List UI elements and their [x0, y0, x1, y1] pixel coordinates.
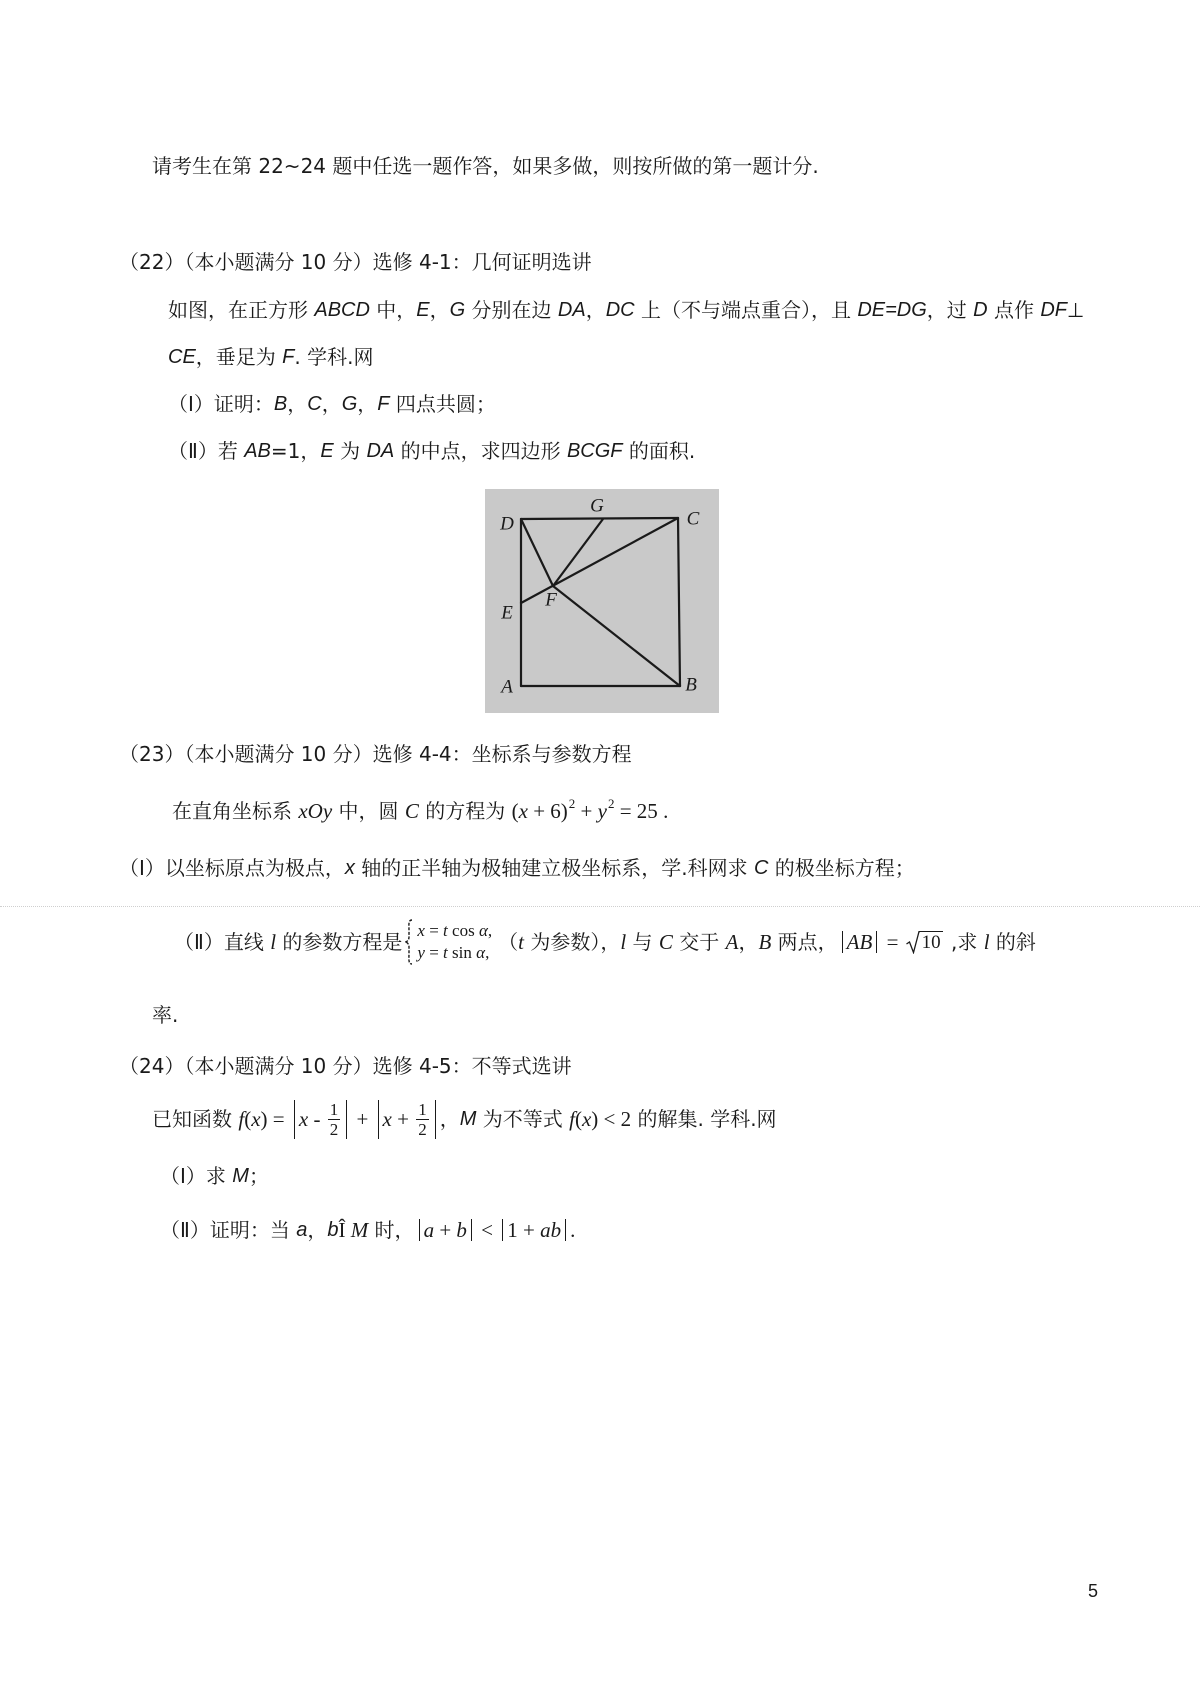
q22-stem-text: ⊥ [1067, 298, 1085, 322]
side-cb [678, 518, 680, 686]
fraction-denominator: 2 [329, 1119, 339, 1139]
q24-title-line [119, 1053, 572, 1079]
abs-operator: + [434, 1218, 457, 1242]
q22-part1-text: （Ⅰ）证明： [168, 392, 274, 416]
system-variable: y [417, 943, 425, 962]
q23-stem-line [172, 795, 669, 824]
q22-stem-text: ， [429, 298, 450, 322]
square-abcd-figure [485, 489, 719, 713]
q22-stem-variable: DA [557, 299, 586, 321]
q22-part1-text: ， [357, 392, 378, 416]
q24-stem-text: 为不等式 [476, 1107, 570, 1131]
q22-stem-text: ，过 [926, 298, 974, 322]
q23-part2-text: 与 [626, 930, 659, 954]
segment-fb [553, 586, 680, 686]
instructions-line [152, 153, 819, 179]
q23-stem-text: 在直角坐标系 [172, 799, 299, 823]
q24-part2-text: （Ⅱ）证明：当 [160, 1218, 297, 1242]
q22-part2-text: 为 [333, 439, 367, 463]
label-e: E [501, 602, 513, 624]
radical-sign [906, 930, 920, 954]
q22-stem-line-2 [168, 344, 373, 370]
label-a: A [501, 676, 513, 698]
system-text: cos [447, 921, 479, 940]
geometry-diagram [485, 489, 719, 713]
abs-variable: ab [540, 1218, 562, 1242]
label-g: G [590, 495, 604, 517]
q23-part2-wrap-text: 率. [152, 1003, 179, 1027]
q23-part2-text: ,求 [944, 930, 984, 954]
page-break-dotted-line [0, 906, 1200, 907]
q22-stem-variable: DF [1040, 299, 1067, 321]
q24-part2-text: 时， [368, 1218, 415, 1242]
q22-part2-text: （Ⅱ）若 [168, 439, 245, 463]
equals-sign: = [881, 930, 904, 954]
parametric-system [404, 919, 492, 965]
abs-variable: x [382, 1107, 392, 1131]
circle-equation-variable: x [518, 799, 528, 823]
circle-equation-part: ( [511, 799, 519, 823]
function-name: f [238, 1107, 245, 1131]
q22-part2-text: =1， [270, 439, 321, 463]
q22-part1-variable: G [341, 393, 358, 415]
abs-x-minus-half [294, 1100, 347, 1139]
q24-stem-text: 的解集. 学科.网 [631, 1107, 777, 1131]
q23-part1-text: 轴的正半轴为极轴建立极坐标系，学.科网求 [354, 856, 754, 880]
paren: ( [244, 1107, 252, 1131]
exponent: 2 [607, 795, 615, 811]
abs-variable: a [423, 1218, 435, 1242]
circle-equation-part: + [575, 799, 598, 823]
system-text: , [485, 943, 490, 962]
page-number: 5 [1088, 1581, 1099, 1601]
q23-part1-variable: x [344, 857, 355, 879]
q23-title: （23）（本小题满分 10 分）选修 4-4：坐标系与参数方程 [119, 742, 632, 766]
q23-part2-variable: B [758, 930, 772, 954]
q24-part2-variable: M [350, 1218, 369, 1242]
q24-stem-text: ， [439, 1107, 460, 1131]
circle-equation-variable: y [597, 799, 607, 823]
q23-part2-text: 为参数）， [523, 930, 621, 954]
q22-part2-variable: E [320, 440, 334, 462]
circle-equation-part: . [657, 799, 669, 823]
fraction-numerator: 1 [418, 1099, 427, 1119]
q23-part2-variable: t [518, 930, 524, 954]
q22-stem-text: . 学科.网 [294, 345, 374, 369]
plus-sign: + [351, 1107, 374, 1131]
abs-operator: - [308, 1107, 326, 1131]
system-text: , [487, 921, 493, 940]
abs-operator: 1 + [507, 1218, 541, 1242]
abs-content: AB [846, 930, 873, 954]
q23-part2-variable: l [983, 930, 990, 954]
system-row-2 [417, 942, 492, 964]
q22-part1-variable: B [273, 393, 288, 415]
q22-stem-text: 中， [369, 298, 417, 322]
q23-part2-text: ， [738, 930, 759, 954]
q23-part-1 [119, 855, 915, 881]
abs-a-plus-b [419, 1219, 472, 1241]
q23-part2-text: 交于 [672, 930, 726, 954]
q22-title: （22）（本小题满分 10 分）选修 4-1：几何证明选讲 [119, 250, 592, 274]
membership-symbol: Î [338, 1218, 351, 1242]
q22-stem-variable: CE [168, 346, 196, 368]
system-variable: t [443, 943, 448, 962]
q24-part1-text: （Ⅰ）求 [160, 1164, 233, 1188]
q22-stem-text: 分别在边 [465, 298, 558, 322]
system-text: sin [447, 943, 477, 962]
q23-part-2 [174, 921, 1036, 962]
q22-stem-variable: DE=DG [857, 299, 927, 321]
label-b: B [685, 674, 697, 696]
abs-operator: + [391, 1107, 415, 1131]
q24-part1-text: ； [248, 1164, 269, 1188]
circle-equation-part: = 25 [614, 799, 658, 823]
system-row-1 [417, 920, 492, 942]
circle-equation-part: + 6) [527, 799, 568, 823]
q22-part2-variable: AB [244, 440, 271, 462]
q23-part-2-continuation [152, 1002, 178, 1028]
function-variable: x [251, 1107, 261, 1131]
q23-part2-variable: A [725, 930, 739, 954]
fraction-one-half [328, 1100, 341, 1139]
paren: ) [260, 1107, 268, 1131]
label-f: F [545, 589, 557, 611]
q22-part1-variable: C [307, 393, 322, 415]
q23-part2-variable: l [270, 930, 277, 954]
abs-variable: b [456, 1218, 467, 1242]
fraction-numerator: 1 [329, 1099, 339, 1119]
system-brace [404, 919, 414, 965]
q22-stem-text: 如图，在正方形 [168, 298, 315, 322]
q23-part2-text: 的斜 [989, 930, 1036, 954]
q22-part-1 [168, 391, 496, 417]
q22-stem-variable: G [449, 299, 466, 321]
q23-part2-variable: l [620, 930, 627, 954]
q23-part1-variable: C [753, 857, 769, 879]
q22-title-line [119, 249, 592, 275]
q23-stem-variable: C [404, 799, 419, 823]
paren: ( [574, 1107, 582, 1131]
label-c: C [686, 508, 700, 530]
radicand: 10 [921, 932, 941, 953]
equals-sign: = [267, 1107, 290, 1131]
side-dc [521, 518, 678, 519]
q22-stem-text: 点作 [987, 298, 1041, 322]
system-variable: t [443, 921, 448, 940]
q24-stem-line [152, 1099, 777, 1139]
q22-stem-variable: DC [605, 299, 635, 321]
q23-part2-variable: C [658, 930, 673, 954]
exponent: 2 [568, 795, 576, 811]
q22-stem-line-1 [168, 297, 1084, 323]
q23-part2-text: 的参数方程是 [276, 930, 403, 954]
q24-part-1 [160, 1163, 269, 1189]
q24-part2-variable: a [296, 1219, 308, 1241]
q22-stem-text: ，垂足为 [195, 345, 283, 369]
abs-x-plus-half [378, 1100, 436, 1139]
q23-part1-text: 的极坐标方程； [768, 856, 915, 880]
abs-ab [842, 931, 878, 953]
q24-title: （24）（本小题满分 10 分）选修 4-5：不等式选讲 [119, 1054, 572, 1078]
instructions-text: 请考生在第 22~24 题中任选一题作答，如果多做，则按所做的第一题计分. [152, 154, 819, 178]
segment-df [521, 519, 553, 586]
fraction-one-half [416, 1100, 429, 1139]
function-name: f [569, 1107, 575, 1131]
q22-part1-text: ， [287, 392, 308, 416]
q22-part2-variable: DA [366, 440, 395, 462]
q22-part2-text: 的面积. [622, 439, 696, 463]
inequality: < 2 [598, 1107, 632, 1131]
q22-stem-variable: D [973, 299, 988, 321]
q22-stem-text: ， [585, 298, 606, 322]
q22-stem-text: 上（不与端点重合），且 [634, 298, 858, 322]
q24-stem-variable: M [459, 1108, 477, 1130]
q24-part-2 [160, 1217, 575, 1243]
q22-part2-variable: BCGF [566, 440, 623, 462]
abs-variable: x [298, 1107, 309, 1131]
system-variable: α [478, 921, 488, 940]
q22-part2-text: 的中点，求四边形 [394, 439, 567, 463]
q23-part2-text: 两点， [771, 930, 838, 954]
q23-stem-variable: xOy [298, 799, 333, 823]
system-rows [417, 920, 492, 964]
q22-part1-variable: F [377, 393, 390, 415]
q23-stem-text: 中，圆 [332, 799, 405, 823]
abs-1-plus-ab [502, 1219, 566, 1241]
q24-part2-variable: b [327, 1219, 339, 1241]
q23-part1-text: （Ⅰ）以坐标原点为极点， [119, 856, 345, 880]
q23-part2-text: （Ⅱ）直线 [174, 930, 271, 954]
system-text: = [424, 943, 444, 962]
label-d: D [500, 513, 514, 535]
q22-part-2 [168, 438, 695, 464]
q24-part1-variable: M [232, 1165, 249, 1187]
q24-part2-text: ， [307, 1218, 328, 1242]
q23-stem-text: 的方程为 [418, 799, 512, 823]
square-root [906, 930, 943, 954]
period: . [570, 1218, 576, 1242]
system-variable: x [417, 921, 425, 940]
function-variable: x [581, 1107, 592, 1131]
less-than-sign: < [475, 1218, 499, 1242]
q22-part1-text: 四点共圆； [389, 392, 496, 416]
q22-stem-variable: F [282, 346, 295, 368]
q22-stem-variable: ABCD [314, 299, 370, 321]
q23-title-line [119, 741, 632, 767]
system-variable: α [476, 943, 486, 962]
q24-stem-text: 已知函数 [152, 1107, 239, 1131]
fraction-denominator: 2 [418, 1119, 427, 1139]
segment-fg [553, 519, 603, 586]
q23-part2-text: （ [498, 930, 519, 954]
q22-stem-variable: E [416, 299, 430, 321]
system-text: = [424, 921, 444, 940]
q22-part1-text: ， [321, 392, 342, 416]
paren: ) [591, 1107, 599, 1131]
